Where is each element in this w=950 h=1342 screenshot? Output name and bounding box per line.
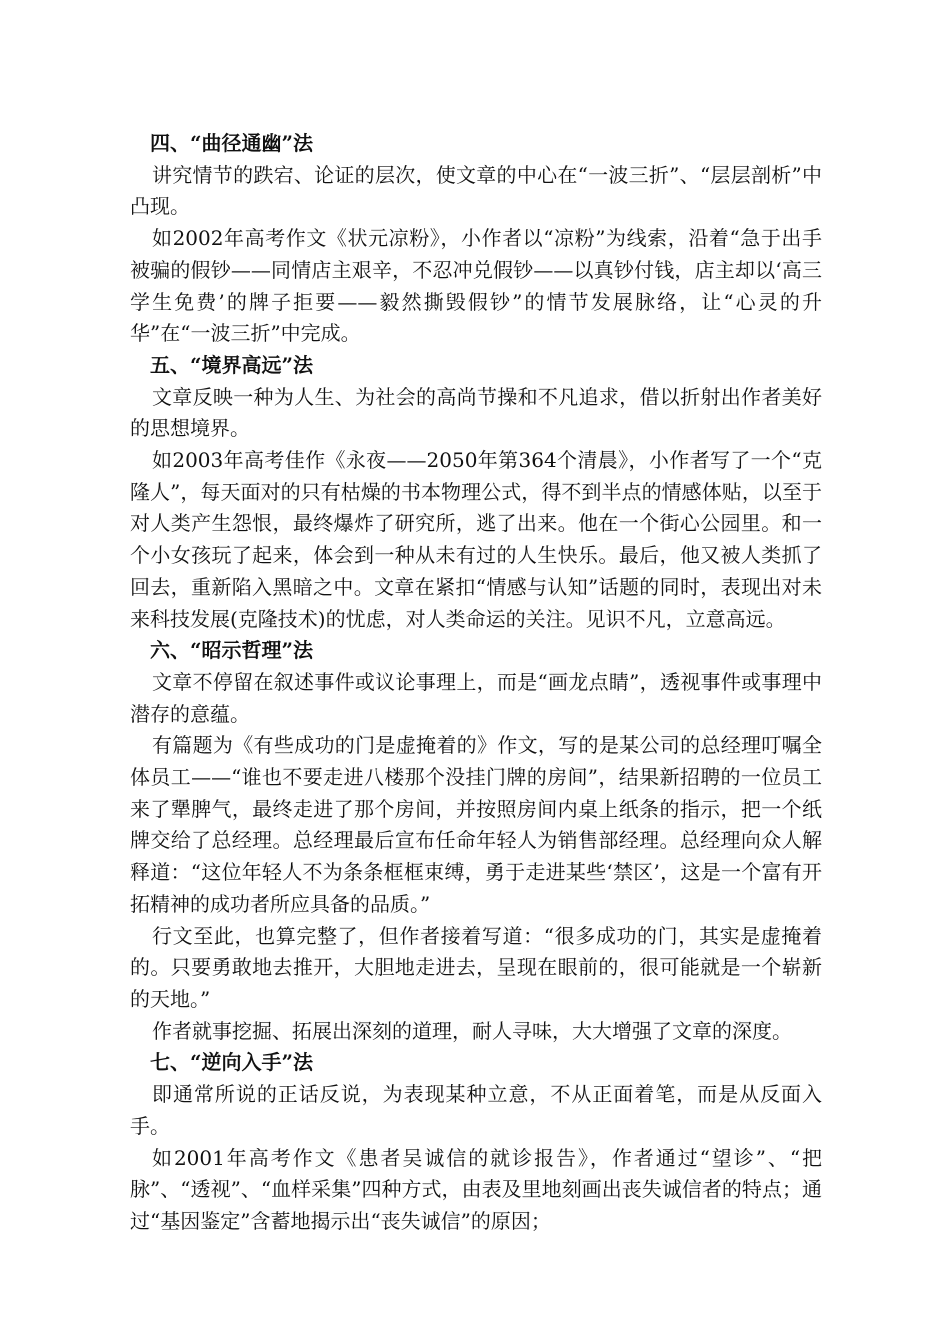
- section-heading-4: 四、“曲径通幽”法: [150, 131, 314, 155]
- paragraph: 文章不停留在叙述事件或议论事理上，而是“画龙点睛”，透视事件或事理中潜存的意蕴。: [130, 669, 822, 726]
- paragraph: 有篇题为《有些成功的门是虚掩着的》作文，写的是某公司的总经理叮嘱全体员工——“谁也不要走进八楼那个没挂门牌的房间”，结果新招聘的一位员工来了犟脾气，最终走进了那个房间，并按照房间内桌上纸条的指示，把一个纸牌交给了总经理。总经理最后宣布任命年轻人为销售部经理。总经理向众人解释道：“这位年轻人不为条条框框束缚，勇于走进某些‘禁区’，这是一个富有开拓精神的成功者所应具备的品质。”: [130, 733, 822, 916]
- paragraph: 即通常所说的正话反说，为表现某种立意，不从正面着笔，而是从反面入手。: [130, 1082, 822, 1138]
- paragraph: 讲究情节的跌宕、论证的层次，使文章的中心在“一波三折”、“层层剖析”中凸现。: [130, 162, 822, 219]
- paragraph: 作者就事挖掘、拓展出深刻的道理，耐人寻味，大大增强了文章的深度。: [152, 1018, 792, 1043]
- paragraph: 文章反映一种为人生、为社会的高尚节操和不凡追求，借以折射出作者美好的思想境界。: [130, 384, 822, 441]
- section-heading-7: 七、“逆向入手”法: [150, 1050, 314, 1075]
- section-heading-6: 六、“昭示哲理”法: [150, 638, 314, 663]
- paragraph: 如2001年高考作文《患者吴诚信的就诊报告》，作者通过“望诊”、“把脉”、“透视”、“血样采集”四种方式，由表及里地刻画出丧失诚信者的特点；通过“基因鉴定”含蓄地揭示出“丧失诚信”的原因；: [130, 1145, 822, 1233]
- section-heading-5: 五、“境界高远”法: [150, 352, 314, 377]
- paragraph: 如2003年高考佳作《永夜——2050年第364个清晨》，小作者写了一个“克隆人”，每天面对的只有枯燥的书本物理公式，得不到半点的情感体贴，以至于对人类产生怨恨，最终爆炸了研究所，逃了出来。他在一个街心公园里。和一个小女孩玩了起来，体会到一种从未有过的人生快乐。最后，他又被人类抓了回去，重新陷入黑暗之中。文章在紧扣“情感与认知”话题的同时，表现出对未来科技发展(克隆技术)的忧虑，对人类命运的关注。见识不凡，立意高远。: [130, 448, 822, 631]
- paragraph: 如2002年高考作文《状元凉粉》，小作者以“凉粉”为线索，沿着“急于出手被骗的假钞——同情店主艰辛，不忍冲兑假钞——以真钞付钱，店主却以‘高三学生免费’的牌子拒要——毅然撕毁假钞”的情节发展脉络，让“心灵的升华”在“一波三折”中完成。: [130, 226, 822, 346]
- document-body: [130, 128, 822, 1238]
- paragraph: 行文至此，也算完整了，但作者接着写道：“很多成功的门，其实是虚掩着的。只要勇敢地去推开，大胆地走进去，呈现在眼前的，很可能就是一个崭新的天地。”: [130, 923, 822, 1011]
